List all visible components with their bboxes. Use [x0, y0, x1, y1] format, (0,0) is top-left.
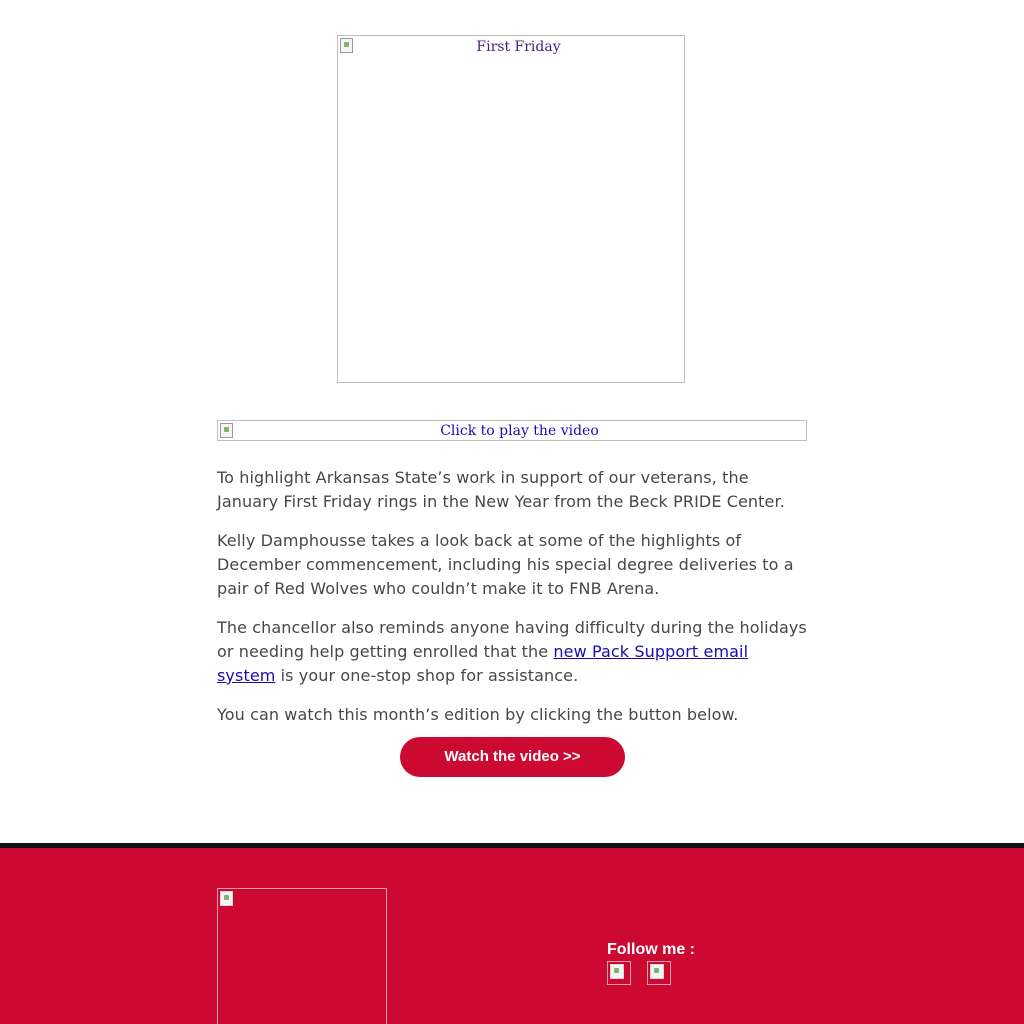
paragraph-watch: You can watch this month’s edition by clicking the button below.	[217, 705, 739, 724]
first-friday-image-alt: First Friday	[476, 39, 561, 55]
broken-image-icon	[610, 964, 624, 979]
footer-logo-image[interactable]	[217, 888, 387, 1024]
social-link-2[interactable]	[647, 961, 671, 985]
paragraph-veterans: To highlight Arkansas State’s work in support of our veterans, the January First Friday rings in the New Year from the Beck PRIDE Center.	[217, 468, 785, 511]
follow-me-label: Follow me :	[607, 941, 695, 958]
broken-image-icon	[220, 891, 233, 906]
pack-support-link[interactable]: new Pack Support email system	[217, 642, 749, 685]
paragraph-pack-support-start: The chancellor also reminds anyone having difficulty during the holidays or needing help getting enrolled that the	[217, 618, 807, 661]
first-friday-image	[337, 35, 685, 383]
broken-image-icon	[650, 964, 664, 979]
paragraph-pack-support-end: is your one-stop shop for assistance.	[275, 666, 579, 685]
broken-image-icon	[340, 38, 353, 53]
paragraph-pack-support	[217, 616, 809, 688]
broken-image-icon	[220, 423, 233, 438]
footer	[0, 843, 1024, 1024]
video-thumbnail-link[interactable]	[217, 420, 807, 441]
paragraph-commencement: Kelly Damphousse takes a look back at some of the highlights of December commencement, including his special degree deliveries to a pair of Red Wolves who couldn’t make it to FNB Arena.	[217, 531, 794, 598]
watch-video-button[interactable]: Watch the video >>	[400, 737, 625, 777]
video-thumbnail-alt[interactable]: Click to play the video	[440, 423, 599, 439]
social-link-1[interactable]	[607, 961, 631, 985]
article-body	[217, 466, 809, 742]
